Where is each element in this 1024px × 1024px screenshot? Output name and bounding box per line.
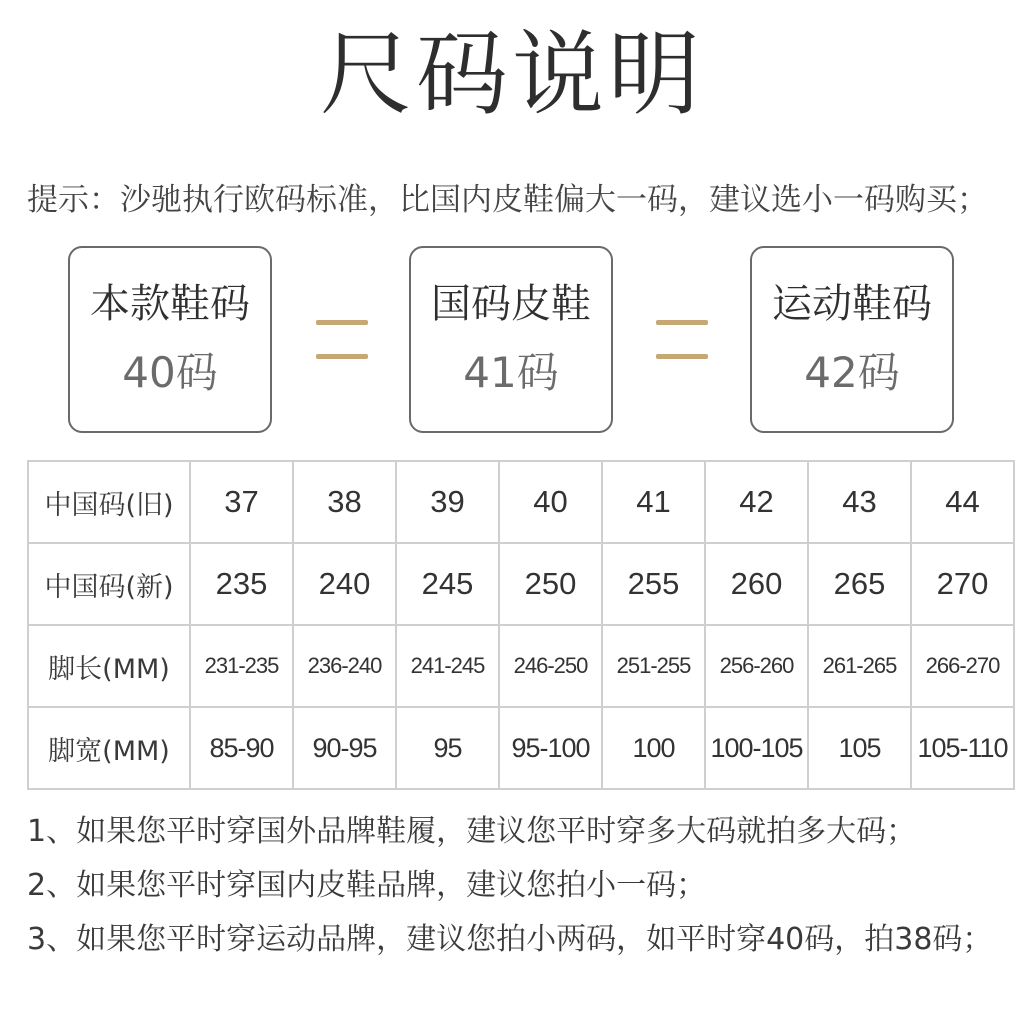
size-notes: [27, 805, 1017, 967]
table-cell: 41: [602, 461, 705, 543]
table-cell: 240: [293, 543, 396, 625]
equals-icon: [316, 310, 368, 350]
table-cell: 43: [808, 461, 911, 543]
table-cell: 90-95: [293, 707, 396, 789]
table-cell: 85-90: [190, 707, 293, 789]
box-label: 国码皮鞋: [431, 281, 591, 327]
table-cell: 250: [499, 543, 602, 625]
table-cell: 95-100: [499, 707, 602, 789]
box-value: 42码: [804, 348, 900, 397]
table-row: [28, 707, 1014, 789]
box-label: 本款鞋码: [90, 281, 250, 327]
table-cell: 265: [808, 543, 911, 625]
note-item: 2、如果您平时穿国内皮鞋品牌，建议您拍小一码；: [27, 868, 707, 903]
table-cell: 39: [396, 461, 499, 543]
table-cell: 266-270: [911, 625, 1014, 707]
table-cell: 251-255: [602, 625, 705, 707]
table-row: [28, 461, 1014, 543]
row-header: 脚长(MM): [28, 625, 190, 707]
table-cell: 231-235: [190, 625, 293, 707]
table-cell: 235: [190, 543, 293, 625]
table-cell: 37: [190, 461, 293, 543]
domestic-leather-size-box: [409, 246, 613, 433]
sports-shoe-size-box: [750, 246, 954, 433]
table-cell: 245: [396, 543, 499, 625]
table-cell: 261-265: [808, 625, 911, 707]
table-cell: 241-245: [396, 625, 499, 707]
table-cell: 40: [499, 461, 602, 543]
table-cell: 256-260: [705, 625, 808, 707]
table-cell: 95: [396, 707, 499, 789]
table-cell: 42: [705, 461, 808, 543]
row-header: 中国码(旧): [28, 461, 190, 543]
table-row: [28, 625, 1014, 707]
size-tip: 提示：沙驰执行欧码标准，比国内皮鞋偏大一码，建议选小一码购买；: [27, 182, 988, 218]
row-header: 脚宽(MM): [28, 707, 190, 789]
equals-icon: [656, 310, 708, 350]
box-value: 40码: [122, 348, 218, 397]
table-cell: 38: [293, 461, 396, 543]
this-shoe-size-box: [68, 246, 272, 433]
table-cell: 100: [602, 707, 705, 789]
note-item: 3、如果您平时穿运动品牌，建议您拍小两码，如平时穿40码，拍38码；: [27, 922, 993, 957]
table-cell: 105-110: [911, 707, 1014, 789]
row-header: 中国码(新): [28, 543, 190, 625]
box-label: 运动鞋码: [772, 281, 932, 327]
table-cell: 255: [602, 543, 705, 625]
table-cell: 270: [911, 543, 1014, 625]
table-cell: 246-250: [499, 625, 602, 707]
table-cell: 105: [808, 707, 911, 789]
table-row: [28, 543, 1014, 625]
table-cell: 44: [911, 461, 1014, 543]
table-cell: 236-240: [293, 625, 396, 707]
page-title: 尺码说明: [319, 21, 704, 128]
size-table: [27, 460, 1015, 790]
note-item: 1、如果您平时穿国外品牌鞋履，建议您平时穿多大码就拍多大码；: [27, 814, 917, 849]
table-cell: 260: [705, 543, 808, 625]
table-cell: 100-105: [705, 707, 808, 789]
box-value: 41码: [463, 348, 559, 397]
